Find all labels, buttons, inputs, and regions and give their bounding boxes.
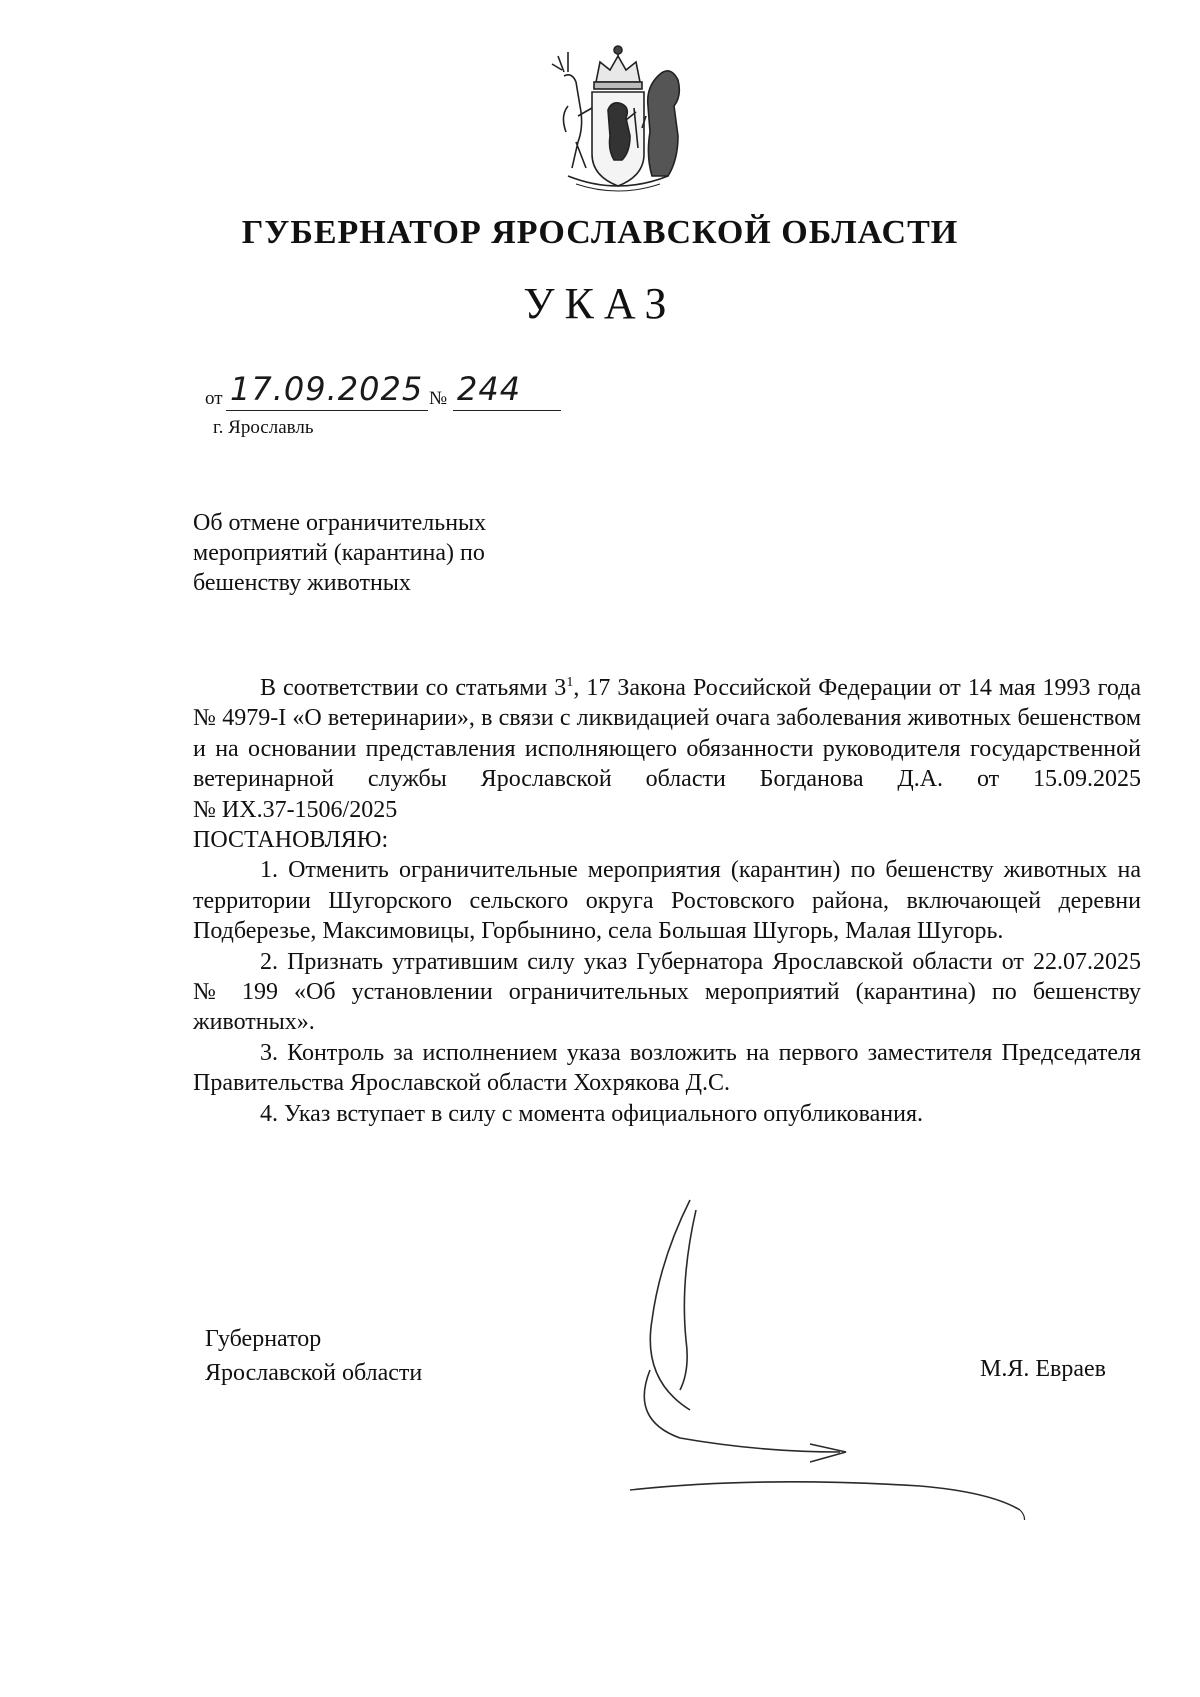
decree-word: ПОСТАНОВЛЯЮ:: [193, 827, 389, 854]
decree-body: [193, 668, 1141, 1129]
signatory-position-line: Ярославской области: [205, 1360, 423, 1386]
issuing-authority: ГУБЕРНАТОР ЯРОСЛАВСКОЙ ОБЛАСТИ: [241, 214, 959, 251]
preamble-superscript: 1: [566, 675, 574, 690]
title-line: бешенству животных: [193, 570, 411, 596]
preamble-rest: , 17 Закона Российской Федерации от 14 мая 1993 года № 4979-I «О ветеринарии», в связи с ликвидацией очага заболевания животных бешенством и на основании представления исполняющего обязанности руководителя государственной ветеринарной службы Ярославской области Богданова Д.А. от 15.09.2025: [193, 675, 1141, 793]
preamble: [193, 668, 1141, 795]
decree-item: 1. Отменить ограничительные мероприятия (карантин) по бешенству животных на территории Шугорского сельского округа Ростовского района, включающей деревни Подберезье, Максимовицы, Горбынино, села Большая Шугорь, Малая Шугорь.: [193, 857, 1141, 945]
handwritten-date: 17.09.2025: [230, 370, 424, 408]
handwritten-signature: [620, 1190, 1080, 1520]
number-prefix: №: [429, 388, 448, 409]
date-prefix: от: [205, 388, 223, 409]
decree-item: 4. Указ вступает в силу с момента официального опубликования.: [260, 1100, 924, 1127]
preamble-start: В соответствии со статьями 3: [260, 675, 567, 701]
signatory-position-line: Губернатор: [205, 1326, 322, 1352]
number-underline: [453, 410, 561, 411]
title-line: Об отмене ограничительных: [193, 510, 487, 536]
signatory-name: М.Я. Евраев: [980, 1356, 1106, 1382]
preamble-reference: № ИХ.37-1506/2025: [193, 796, 398, 823]
signatory-position: [205, 1322, 422, 1390]
handwritten-number: 244: [457, 370, 522, 408]
coat-of-arms-icon: [538, 36, 698, 198]
city-of-issue: г. Ярославль: [213, 417, 314, 438]
document-title: [193, 508, 593, 598]
date-number-line: [205, 370, 565, 418]
title-line: мероприятий (карантина) по: [193, 540, 485, 566]
decree-item: 2. Признать утратившим силу указ Губернатора Ярославской области от 22.07.2025 № 199 «Об установлении ограничительных мероприятий (карантина) по бешенству животных».: [193, 948, 1141, 1036]
decree-item: 3. Контроль за исполнением указа возложить на первого заместителя Председателя Правительства Ярославской области Хохрякова Д.С.: [193, 1039, 1141, 1097]
date-underline: [226, 410, 428, 411]
document-type: УКАЗ: [523, 279, 677, 328]
